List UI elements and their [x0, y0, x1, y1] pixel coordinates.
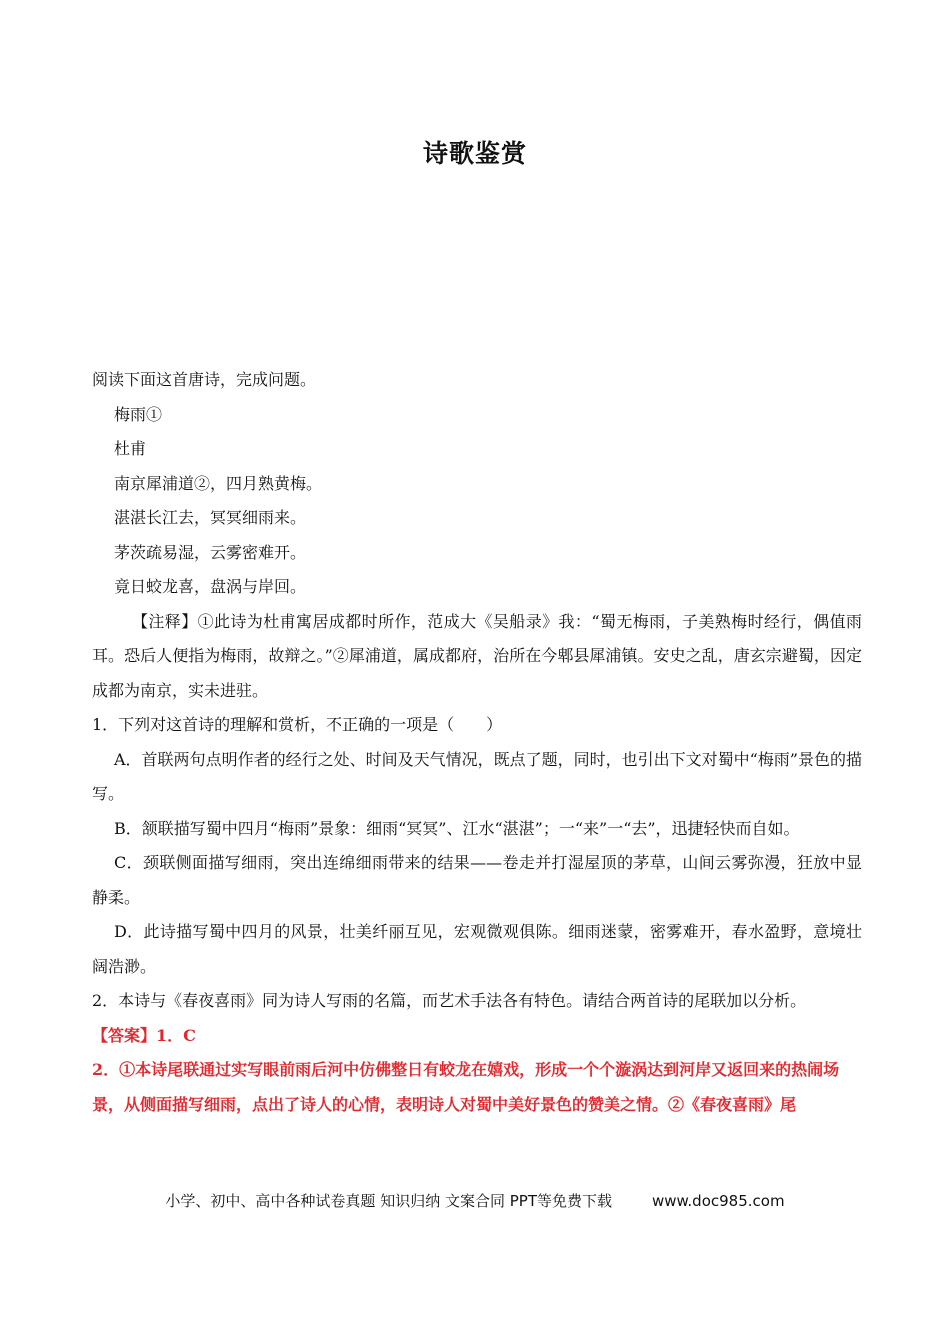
annotation-note: 【注释】①此诗为杜甫寓居成都时所作，范成大《吴船录》我：“蜀无梅雨，子美熟梅时经行，偶值雨耳。恐后人便指为梅雨，故辩之。”②犀浦道，属成都府，治所在今郫县犀浦镇。安史之乱，唐玄宗避蜀，因定成都为南京，实未进驻。: [92, 611, 862, 700]
question-1-stem: 1．下列对这首诗的理解和赏析，不正确的一项是（ ）: [92, 715, 503, 734]
question-2-stem: 2．本诗与《春夜喜雨》同为诗人写雨的名篇，而艺术手法各有特色。请结合两首诗的尾联加以分析。: [92, 991, 807, 1010]
page-footer: [0, 1190, 950, 1211]
question-1-option-d: D．此诗描写蜀中四月的风景，壮美纤丽互见，宏观微观俱陈。细雨迷蒙，密雾难开，春水盈野，意境壮阔浩渺。: [92, 922, 862, 976]
footer-text: 小学、初中、高中各种试卷真题 知识归纳 文案合同 PPT等免费下载: [165, 1192, 612, 1210]
answer-line-1: 【答案】1．C: [92, 1025, 196, 1045]
poem-line: 湛湛长江去，冥冥细雨来。: [114, 508, 307, 527]
document-body: [92, 363, 862, 1122]
poem-author: 杜甫: [114, 439, 147, 458]
question-1-option-c: C．颈联侧面描写细雨，突出连绵细雨带来的结果——卷走并打湿屋顶的茅草，山间云雾弥漫，狂放中显静柔。: [92, 853, 862, 907]
answer-line-2: 2．①本诗尾联通过实写眼前雨后河中仿佛整日有蛟龙在嬉戏，形成一个个漩涡达到河岸又返回来的热闹场景，从侧面描写细雨，点出了诗人的心情，表明诗人对蜀中美好景色的赞美之情。②《春夜喜雨》尾: [92, 1060, 840, 1114]
poem-line: 茅茨疏易湿，云雾密难开。: [114, 542, 307, 562]
poem-title: 梅雨①: [114, 404, 163, 424]
footer-url[interactable]: www.doc985.com: [651, 1192, 785, 1210]
intro-text: 阅读下面这首唐诗，完成问题。: [92, 370, 317, 389]
page-title: 诗歌鉴赏: [422, 139, 527, 168]
poem-line: 竟日蛟龙喜，盘涡与岸回。: [114, 577, 307, 596]
question-1-option-a: A．首联两句点明作者的经行之处、时间及天气情况，既点了题，同时，也引出下文对蜀中“梅雨”景色的描写。: [92, 749, 862, 803]
poem-line: 南京犀浦道②，四月熟黄梅。: [114, 473, 323, 493]
question-1-option-b: B．颔联描写蜀中四月“梅雨”景象：细雨“冥冥”、江水“湛湛”；一“来”一“去”，迅捷轻快而自如。: [114, 818, 800, 838]
